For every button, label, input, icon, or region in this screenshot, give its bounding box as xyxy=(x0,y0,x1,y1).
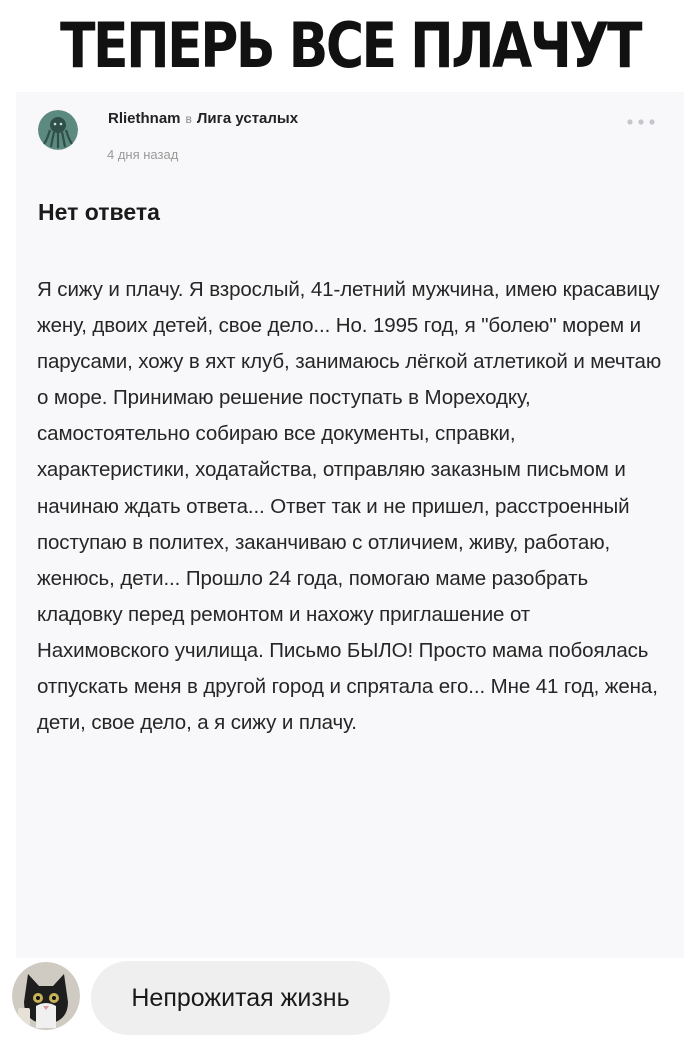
cat-avatar-icon xyxy=(12,962,80,1030)
community-name[interactable]: Лига усталых xyxy=(196,110,299,127)
post-body: Я сижу и плачу. Я взрослый, 41-летний мужчина, имею красавицу жену, двоих детей, свое дело... Но. 1995 год, я "болею" морем и парусами, хожу в яхт клуб, занимаюсь лёгкой атлетикой и мечтаю о море. Принимаю решение поступать в Мореходку, самостоятельно собираю все документы, справки, характеристики, ходатайства, отправляю заказным письмом и начинаю ждать ответа... Ответ так и не пришел, расстроенный поступаю в политех, заканчиваю с отличием, живу, работаю, женюсь, дети... Прошло 24 года, помогаю маме разобрать кладовку перед ремонтом и нахожу приглашение от Нахимовского училища. Письмо БЫЛО! Просто мама побоялась отпускать меня в другой город и спрятала его... Мне 41 год, жена, дети, свое дело, а я сижу и плачу. xyxy=(37,278,662,735)
reply-avatar[interactable] xyxy=(12,962,80,1030)
post-timestamp: 4 дня назад xyxy=(107,147,179,162)
author-name[interactable]: Rliethnam xyxy=(108,110,181,127)
more-dots-icon[interactable] xyxy=(624,116,658,128)
post-card xyxy=(16,92,684,960)
post-heading: Нет ответа xyxy=(38,199,160,225)
octopus-avatar-icon xyxy=(38,110,78,150)
meme-title: ТЕПЕРЬ ВСЕ ПЛАЧУТ xyxy=(60,9,640,82)
in-label: в xyxy=(185,112,192,126)
reply-bubble[interactable] xyxy=(91,961,390,1035)
reply-text: Непрожитая жизнь xyxy=(131,983,350,1012)
post-author-line xyxy=(108,110,298,127)
author-avatar[interactable] xyxy=(38,110,78,150)
